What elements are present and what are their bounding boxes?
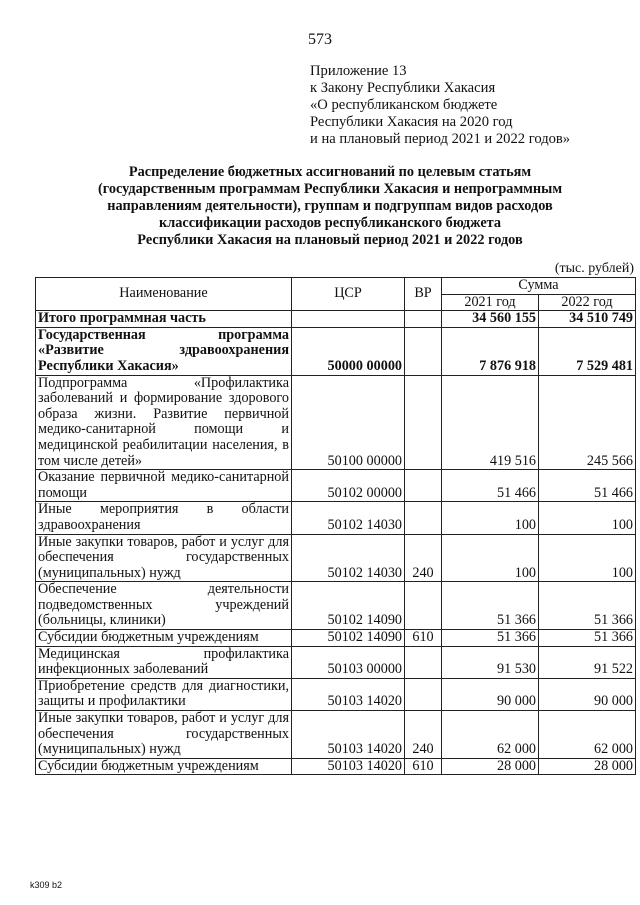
cell-name: Обеспечение деятельности подведомственных учреждений (больницы, клиники)	[36, 582, 292, 630]
cell-2021: 51 466	[442, 470, 539, 502]
cell-vr	[405, 311, 442, 328]
appendix-line: «О республиканском бюджете	[310, 97, 498, 113]
cell-name: Субсидии бюджетным учреждениям	[36, 758, 292, 775]
cell-name: Приобретение средств для диагностики, защиты и профилактики	[36, 678, 292, 710]
table-row	[36, 502, 636, 534]
units-label: (тыс. рублей)	[554, 261, 634, 276]
cell-2022: 100	[539, 502, 636, 534]
cell-2022: 90 000	[539, 678, 636, 710]
cell-vr	[405, 470, 442, 502]
table-row	[36, 630, 636, 647]
cell-vr	[405, 678, 442, 710]
cell-2022: 7 529 481	[539, 327, 636, 375]
cell-2022: 51 366	[539, 582, 636, 630]
title-line: классификации расходов республиканского бюджета	[158, 215, 502, 231]
cell-csr: 50102 14030	[292, 534, 405, 582]
cell-csr: 50103 14020	[292, 758, 405, 775]
cell-vr: 610	[405, 630, 442, 647]
table-row	[36, 534, 636, 582]
cell-csr: 50102 14090	[292, 582, 405, 630]
cell-2021: 7 876 918	[442, 327, 539, 375]
cell-csr: 50103 14020	[292, 711, 405, 759]
cell-vr	[405, 375, 442, 470]
header-vr: ВР	[405, 278, 442, 311]
cell-2022: 245 566	[539, 375, 636, 470]
appendix-line: и на плановый период 2021 и 2022 годов»	[310, 131, 571, 147]
cell-csr: 50100 00000	[292, 375, 405, 470]
table-row	[36, 711, 636, 759]
header-year-2021: 2021 год	[442, 294, 539, 311]
cell-csr: 50103 14020	[292, 678, 405, 710]
cell-vr	[405, 646, 442, 678]
cell-vr: 240	[405, 534, 442, 582]
table-body	[36, 311, 636, 775]
cell-name: Субсидии бюджетным учреждениям	[36, 630, 292, 647]
cell-csr: 50103 00000	[292, 646, 405, 678]
header-year-2022: 2022 год	[539, 294, 636, 311]
cell-2021: 28 000	[442, 758, 539, 775]
footer-code: k309 b2	[30, 880, 63, 890]
appendix-line: Приложение 13	[310, 63, 407, 79]
cell-name: Итого программная часть	[36, 311, 292, 328]
page-number: 573	[308, 31, 332, 48]
table-row	[36, 327, 636, 375]
cell-2022: 62 000	[539, 711, 636, 759]
cell-vr: 240	[405, 711, 442, 759]
cell-csr: 50102 14030	[292, 502, 405, 534]
header-name: Наименование	[36, 278, 292, 311]
appendix-line: Республики Хакасия на 2020 год	[310, 114, 513, 130]
cell-2021: 100	[442, 502, 539, 534]
cell-name: Иные закупки товаров, работ и услуг для обеспечения государственных (муниципальных) нужд	[36, 711, 292, 759]
cell-2021: 51 366	[442, 582, 539, 630]
cell-2021: 419 516	[442, 375, 539, 470]
title-line: направлениям деятельности), группам и подгруппам видов расходов	[107, 198, 553, 214]
cell-name: Оказание первичной медико-санитарной помощи	[36, 470, 292, 502]
cell-name: Подпрограмма «Профилактика заболеваний и формирование здорового образа жизни. Развитие первичной медико-санитарной помощи и медицинской реабилитации населения, в том числе детей»	[36, 375, 292, 470]
cell-2021: 62 000	[442, 711, 539, 759]
table-row	[36, 311, 636, 328]
title-line: Республики Хакасия на плановый период 2021 и 2022 годов	[137, 232, 523, 248]
cell-name: Иные закупки товаров, работ и услуг для обеспечения государственных (муниципальных) нужд	[36, 534, 292, 582]
cell-csr	[292, 311, 405, 328]
cell-2022: 51 366	[539, 630, 636, 647]
budget-table	[35, 277, 636, 775]
header-sum: Сумма	[442, 278, 636, 295]
cell-2021: 34 560 155	[442, 311, 539, 328]
cell-csr: 50102 14090	[292, 630, 405, 647]
cell-csr: 50102 00000	[292, 470, 405, 502]
appendix-line: к Закону Республики Хакасия	[310, 80, 496, 96]
cell-2021: 51 366	[442, 630, 539, 647]
cell-2022: 34 510 749	[539, 311, 636, 328]
appendix-note	[310, 63, 570, 148]
cell-2021: 100	[442, 534, 539, 582]
title-line: (государственным программам Республики Хакасия и непрограммным	[97, 181, 563, 197]
cell-2022: 91 522	[539, 646, 636, 678]
cell-2021: 91 530	[442, 646, 539, 678]
cell-vr: 610	[405, 758, 442, 775]
cell-2022: 28 000	[539, 758, 636, 775]
cell-2022: 51 466	[539, 470, 636, 502]
table-row	[36, 470, 636, 502]
header-csr: ЦСР	[292, 278, 405, 311]
table-row	[36, 758, 636, 775]
cell-name: Иные мероприятия в области здравоохранения	[36, 502, 292, 534]
document-title	[20, 164, 640, 249]
table-row	[36, 646, 636, 678]
cell-vr	[405, 502, 442, 534]
cell-vr	[405, 582, 442, 630]
table-header-row	[36, 278, 636, 295]
table-row	[36, 678, 636, 710]
cell-2021: 90 000	[442, 678, 539, 710]
cell-name: Медицинская профилактика инфекционных заболеваний	[36, 646, 292, 678]
cell-2022: 100	[539, 534, 636, 582]
title-line: Распределение бюджетных ассигнований по целевым статьям	[128, 164, 532, 180]
cell-csr: 50000 00000	[292, 327, 405, 375]
table-row	[36, 582, 636, 630]
cell-vr	[405, 327, 442, 375]
cell-name: Государственная программа «Развитие здравоохранения Республики Хакасия»	[36, 327, 292, 375]
table-row	[36, 375, 636, 470]
